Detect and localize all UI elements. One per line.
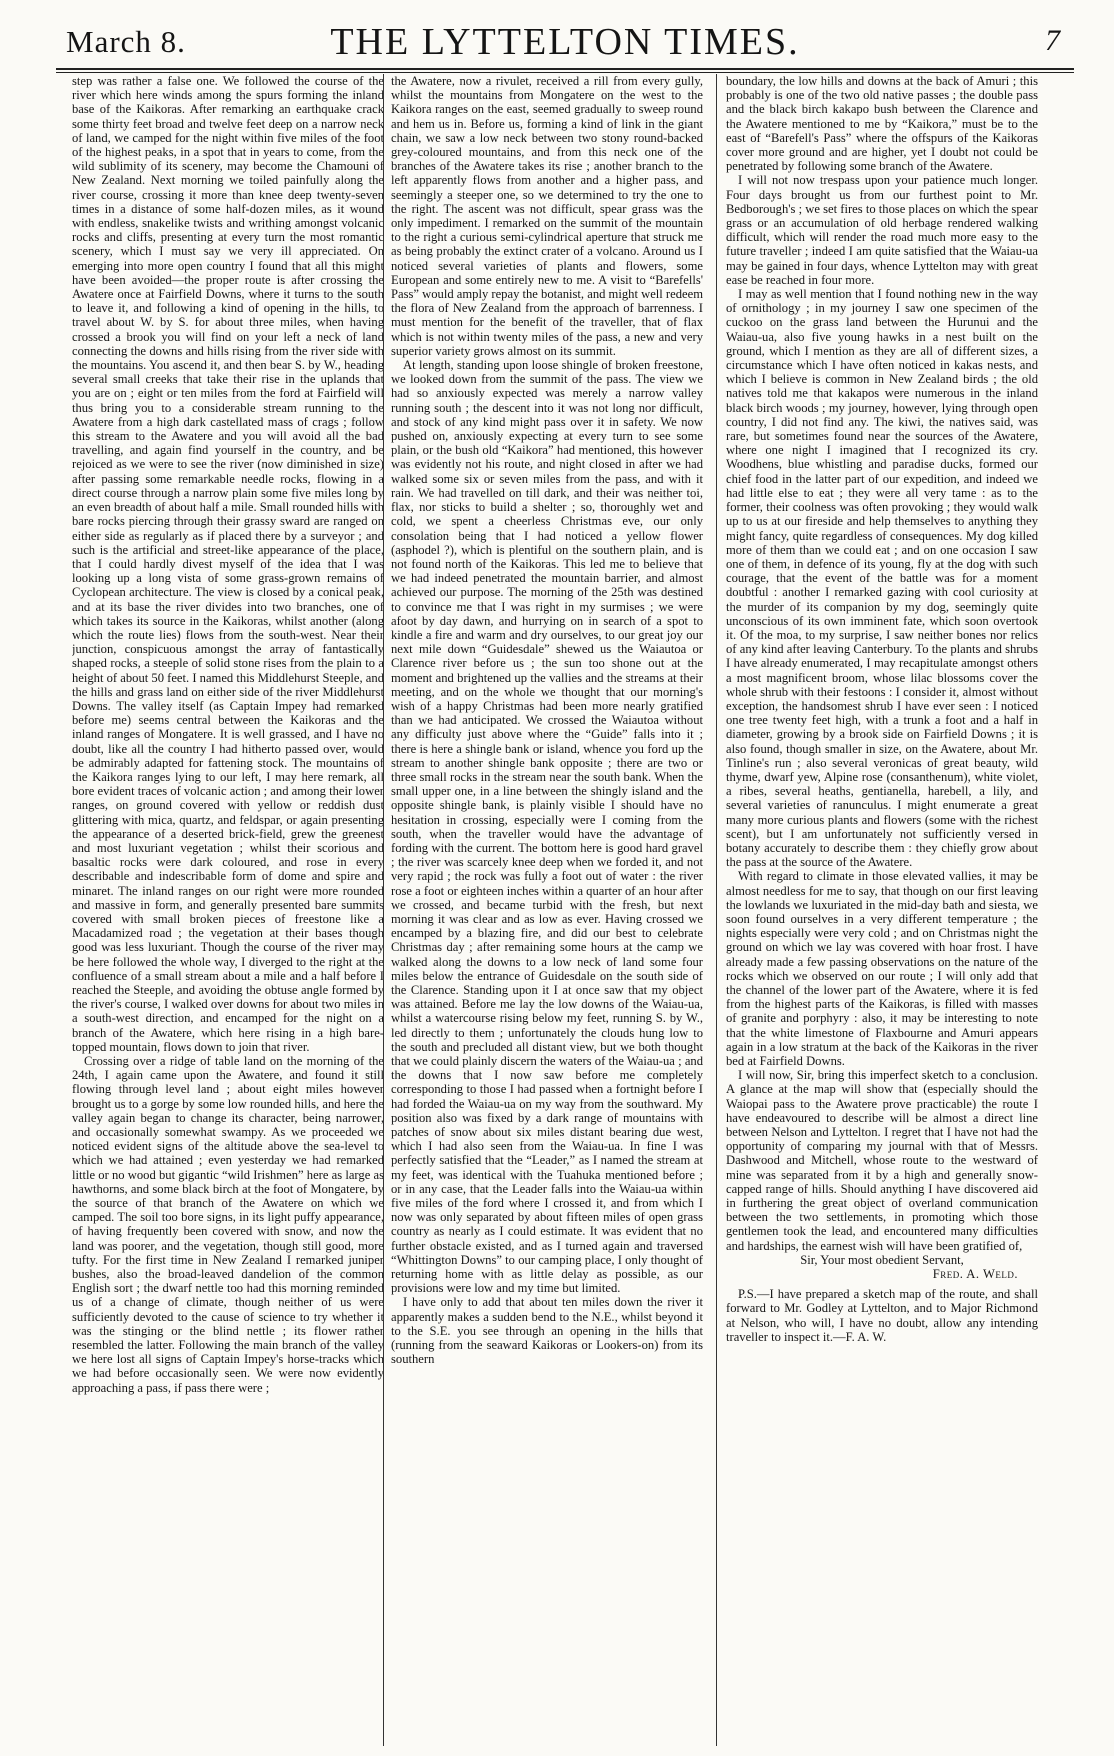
paragraph: the Awatere, now a rivulet, received a rill from every gully, whilst the mountains from Mongatere on the west to the Kaikora ranges on the east, seemed gradually to sweep round and hem us in. Before us, forming a kind of link in the giant chain, we saw a low neck between two stony round-backed grey-coloured mountains, and from this neck one of the branches of the Awatere takes its rise ; another branch to the left apparently flows from another and a higher pass, and seemingly a steeper one, so we determined to try the one to the right. The ascent was not difficult, spear grass was the only impediment. I remarked on the summit of the mountain to the right a curious semi-cylindrical aperture that struck me as being probably the extinct crater of a volcano. Around us I noticed several varieties of plants and flowers, some European and some entirely new to me. A visit to “Barefells' Pass” would amply repay the botanist, and might well redeem the flora of New Zealand from the approach of barrenness. I must mention for the benefit of the traveller, that of flax which is not within twenty miles of the pass, a new and very superior variety grows almost on its summit. xyxy=(391,74,703,358)
column-divider xyxy=(383,74,384,1746)
masthead-rule xyxy=(56,68,1074,73)
column-2 xyxy=(391,74,703,1746)
paragraph: I will not now trespass upon your patience much longer. Four days brought us from our furthest point to Mr. Bedborough's ; we set fires to those places on which the spear grass or an accumulation of old herbage rendered walking difficult, which will render the road much more easy to the future traveller ; indeed I am quite satisfied that the Waiau-ua may be gained in four days, whence Lyttelton may with great ease be reached in four more. xyxy=(726,173,1038,287)
column-divider xyxy=(716,74,717,1746)
signature: Fred. A. Weld. xyxy=(932,1267,1018,1282)
paragraph: boundary, the low hills and downs at the back of Amuri ; this probably is one of the two old native passes ; the double pass and the black birch kakapo bush between the Clarence and the Awatere mentioned to me by “Kaikora,” must be to the east of “Barefell's Pass” where the offspurs of the Kaikoras cover more ground and are higher, yet I doubt not could be penetrated by following some branch of the Awatere. xyxy=(726,74,1038,174)
paragraph: Crossing over a ridge of table land on the morning of the 24th, I again came upon the Awatere, and found it still flowing through level land ; about eight miles however brought us to a gorge by some low rounded hills, and here the valley again began to change its character, being narrower, and occasionally somewhat swampy. As we proceeded we noticed evident signs of the altitude above the sea-level to which we had attained ; even yesterday we had remarked little or no wood but gigantic “wild Irishmen” here as large as hawthorns, and some black birch at the foot of Mongatere, by the source of that branch of the Awatere on which we camped. The soil too bore signs, in its light puffy appearance, of having frequently been covered with snow, and now the land was poorer, and the vegetation, though still good, more tufty. For the first time in New Zealand I remarked juniper bushes, also the broad-leaved dandelion of the common English sort ; the dwarf nettle too had this morning reminded us of a change of climate, though neither of us were sufficiently devoted to the cause of science to try whether it was the stinging or the blind nettle ; its flower rather resembled the latter. Following the main branch of the valley we here lost all signs of Captain Impey's horse-tracks which we had before occasionally seen. We were now evidently approaching a pass, if pass there were ; xyxy=(72,1054,384,1395)
paragraph: At length, standing upon loose shingle of broken freestone, we looked down from the summit of the pass. The view we had so anxiously expected was merely a narrow valley running south ; the descent into it was not long nor difficult, and stock of any kind might pass over it in safety. We now pushed on, anxiously expecting at every turn to see some plain, or the bush old “Kaikora” had mentioned, this however was evidently not his route, and night closed in after we had walked some six or seven miles from the pass, and with it rain. We had travelled on till dark, and their was neither toi, flax, nor sticks to build a shelter ; so, thoroughly wet and cold, we spent a cheerless Christmas eve, our only consolation being that I had noticed a yellow flower (asphodel ?), which is plentiful on the southern plain, and is not found north of the Kaikoras. This led me to believe that we had indeed penetrated the mountain barrier, and almost achieved our purpose. The morning of the 25th was destined to convince me that I was right in my surmises ; we were afoot by day dawn, and hurrying on in search of a spot to kindle a fire and warm and dry ourselves, to our great joy our next mile down “Guidesdale” shewed us the Waiautoa or Clarence river before us ; the sun too shone out at the moment and brightened up the vallies and the streams at their meeting, and on the whole we thought that our morning's wish of a happy Christmas had been more nearly gratified than we had anticipated. We crossed the Waiautoa without any difficulty just above where the “Guide” falls into it ; there is here a shingle bank or island, whence you ford up the stream to another shingle bank opposite ; there are two or three small rocks in the stream near the south bank. When the small upper one, in a line between the shingly island and the opposite shingle bank, is plainly visible I should have no hesitation in crossing, especially were I coming from the south, when the traveller would have the advantage of fording with the current. The bottom here is good hard gravel ; the river was scarcely knee deep when we forded it, and not very rapid ; the rock was fully a foot out of water : the river rose a foot or eighteen inches within a quarter of an hour after we crossed, and became turbid with the fresh, but next morning it was clear and as low as ever. Having crossed we encamped by a blazing fire, and did our best to celebrate Christmas day ; after remaining some hours at the camp we walked along the downs to a low neck of land some four miles below the entrance of Guidesdale on the south side of the Clarence. Standing upon it I at once saw that my object was attained. Before me lay the low downs of the Waiau-ua, whilst a watercourse rising below my feet, running S. by W., led directly to them ; unfortunately the clouds hung low to the south and precluded all distant view, but we both thought that we could plainly discern the waters of the Waiau-ua ; and the downs that I now saw before me completely corresponding to those I had passed when a fortnight before I had forded the Waiau-ua on my way from the southward. My position also was fixed by a dark range of mountains with patches of snow about six miles distant bearing due west, which I had also seen from the Waiau-ua. In fine I was perfectly satisfied that the “Leader,” as I named the stream at my feet, was identical with the Tuahuka mentioned before ; or in any case, that the Leader falls into the Waiau-ua within five miles of the ford where I crossed it, and from which I now was only separated by about fifteen miles of open grass country as nearly as I could estimate. It was evident that no further obstacle existed, and as I turned again and traversed “Whittington Downs” to our camping place, I only thought of returning home with as little delay as possible, as our provisions were low and my time but limited. xyxy=(391,358,703,1296)
paragraph: I have only to add that about ten miles down the river it apparently makes a sudden bend to the N.E., whilst beyond it to the S.E. you see through an opening in the hills that (running from the seaward Kaikoras or Lookers-on) from its southern xyxy=(391,1295,703,1367)
paragraph: With regard to climate in those elevated vallies, it may be almost needless for me to say, that though on our first leaving the lowlands we luxuriated in the mid-day bath and siesta, we soon found ourselves in a very different temperature ; the nights especially were very cold ; and on Christmas night the ground on which we lay was covered with hoar frost. I have already made a few passing observations on the nature of the rocks which we observed on our route ; I will only add that the channel of the lower part of the Awatere, where it is fed from the highest parts of the Kaikoras, is filled with masses of granite and porphyry : also, it may be interesting to note that the white limestone of Flaxbourne and Amuri appears again in a low stratum at the back of the Kaikoras in the river bed at Fairfield Downs. xyxy=(726,869,1038,1069)
postscript: P.S.—I have prepared a sketch map of the route, and shall forward to Mr. Godley at Lyttelton, and to Major Richmond at Nelson, who will, I have no doubt, allow any intending traveller to inspect it.—F. A. W. xyxy=(726,1287,1038,1344)
paragraph: I will now, Sir, bring this imperfect sketch to a conclusion. A glance at the map will show that (especially should the Waiopai pass to the Awatere prove practicable) the route I have endeavoured to describe will be almost a direct line between Nelson and Lyttelton. I regret that I have not had the opportunity of comparing my journal with that of Messrs. Dashwood and Mitchell, whose route to the westward of mine was separated from it by a high and generally snow-capped range of hills. Should anything I have discovered aid in furthering the great object of overland communication between the two settlements, in promoting which those gentlemen took the lead, and encountered many difficulties and hardships, the earnest wish will have been gratified of, xyxy=(726,1068,1038,1253)
masthead xyxy=(56,2,1074,68)
issue-date: March 8. xyxy=(66,24,186,59)
letter-closing: Sir, Your most obedient Servant, xyxy=(800,1252,964,1267)
column-1 xyxy=(72,74,384,1746)
column-3 xyxy=(726,74,1038,1746)
paragraph: step was rather a false one. We followed the course of the river which here winds among the spurs forming the inland base of the Kaikoras. After remarking an earthquake crack some thirty feet broad and twelve feet deep on a narrow neck of land, we camped for the night within five miles of the foot of the highest peaks, in a spot that in years to come, from the wild sublimity of its scenery, may become the Chamouni of New Zealand. Next morning we toiled painfully along the river course, crossing it more than knee deep twenty-seven times in a distance of some half-dozen miles, as it wound with endless, snakelike twists and writhing amongst volcanic rocks and cliffs, presenting at every turn the most romantic scenery, which I must say we very ill appreciated. On emerging into more open country I found that all this might have been avoided—the proper route is after crossing the Awatere once at Fairfield Downs, where it turns to the south to leave it, and following a kind of opening in the hills, to travel about W. by S. for about three miles, when having crossed a brook you will find on your left a neck of land connecting the downs and hills rising from the river side with the mountains. You ascend it, and then bear S. by W., heading several small creeks that take their rise in the uplands that you are on ; eight or ten miles from the ford at Fairfield will thus bring you to a considerable stream running to the Awatere from a high dark castellated mass of crags ; follow this stream to the Awatere and you will avoid all the bad travelling, and again find yourself in the country, and be rejoiced as we were to see the river (now diminished in size) after passing some remarkable needle rocks, flowing in a direct course through a narrow plain some five miles long by an even breadth of about half a mile. Small rounded hills with bare rocks piercing through their grassy sward are ranged on either side as regularly as if placed there by a surveyor ; and such is the artificial and street-like appearance of the place, that I could hardly divest myself of the idea that I was looking up a long vista of some grass-grown remains of Cyclopean architecture. The view is closed by a conical peak, and at its base the river divides into two branches, one of which takes its source in the Kaikoras, whilst another (along which the route lies) flows from the south-west. Near their junction, conspicuous amongst the array of fantastically shaped rocks, a steeple of solid stone rises from the plain to a height of about 50 feet. I named this Middlehurst Steeple, and the hills and grass land on either side of the river Middlehurst Downs. The valley itself (as Captain Impey had remarked before me) seems central between the Kaikoras and the inland ranges of Mongatere. It is well grassed, and I have no doubt, like all the country I had hitherto passed over, would be admirably adapted for fattening stock. The mountains of the Kaikora ranges lying to our left, I may here remark, all bore evident traces of volcanic action ; and among their lower ranges, on ground covered with yellow or reddish dust glittering with mica, quartz, and feldspar, or again presenting the appearance of a deserted brick-field, grew the greenest and most luxuriant vegetation ; whilst their scorious and basaltic rocks were dark coloured, and rose in every describable and indescribable form of dome and spire and minaret. The inland ranges on our right were more rounded and massive in form, and generally presented bare summits covered with small broken pieces of freestone like a Macadamized road ; the vegetation at their bases though good was less luxuriant. Though the course of the river may be here followed the whole way, I diverged to the right at the confluence of a small stream about a mile and a half before I reached the Steeple, and avoiding the obtuse angle formed by the river's course, I walked over downs for about two miles in a south-west direction, and encamped for the night on a branch of the Awatere, which here rising in a high bare-topped mountain, flows down to join that river. xyxy=(72,74,384,1054)
page-number: 7 xyxy=(1045,24,1060,57)
paragraph: I may as well mention that I found nothing new in the way of ornithology ; in my journey I saw one specimen of the cuckoo on the grass land between the Hurunui and the Waiau-ua, also five young hawks in a nest built on the ground, which I mention as they are all of different sizes, a circumstance which I have often noticed in kakas nests, and which I believe is common in New Zealand birds ; the old natives told me that kakapos were numerous in the inland black birch woods ; my journey, however, lying through open country, I did not find any. The kiwi, the natives said, was rare, but sometimes found near the sources of the Awatere, where one night I imagined that I recognized its cry. Woodhens, blue whistling and paradise ducks, formed our chief food in the latter part of our expedition, and indeed we had little else to eat ; they were all very tame : as to the former, their coolness was often provoking ; they would walk up to us at our fireside and help themselves to anything they might fancy, quite regardless of consequences. My dog killed more of them than we could eat ; and on one occasion I saw one of them, in defence of its young, fly at the dog with such courage, that the event of the battle was for a moment doubtful : another I remarked gazing with cool curiosity at the murder of its companion by my dog, seemingly quite unconscious of its own imminent fate, which soon overtook it. Of the moa, to my surprise, I saw neither bones nor relics of any kind after leaving Canterbury. To the plants and shrubs I have already enumerated, I may recapitulate amongst others a most magnificent broom, whose lilac blossoms cover the whole shrub with their festoons : I consider it, almost without exception, the handsomest shrub I have ever seen : I noticed one tree twenty feet high, with a trunk a foot and a half in diameter, growing by a brook side on Fairfield Downs ; it is also found, though smaller in size, on the Awatere, about Mr. Tinline's run ; also several veronicas of great beauty, wild thyme, dwarf yew, Alpine rose (consanthenum), white violet, a ribes, several heaths, gentianella, harebell, a lily, and several varieties of ranunculus. I might enumerate a great many more curious plants and flowers (some with the richest scent), but I am unfortunately not sufficiently versed in botany accurately to describe them : they chiefly grow about the pass at the source of the Awatere. xyxy=(726,287,1038,870)
newspaper-title: THE LYTTELTON TIMES. xyxy=(330,21,800,63)
